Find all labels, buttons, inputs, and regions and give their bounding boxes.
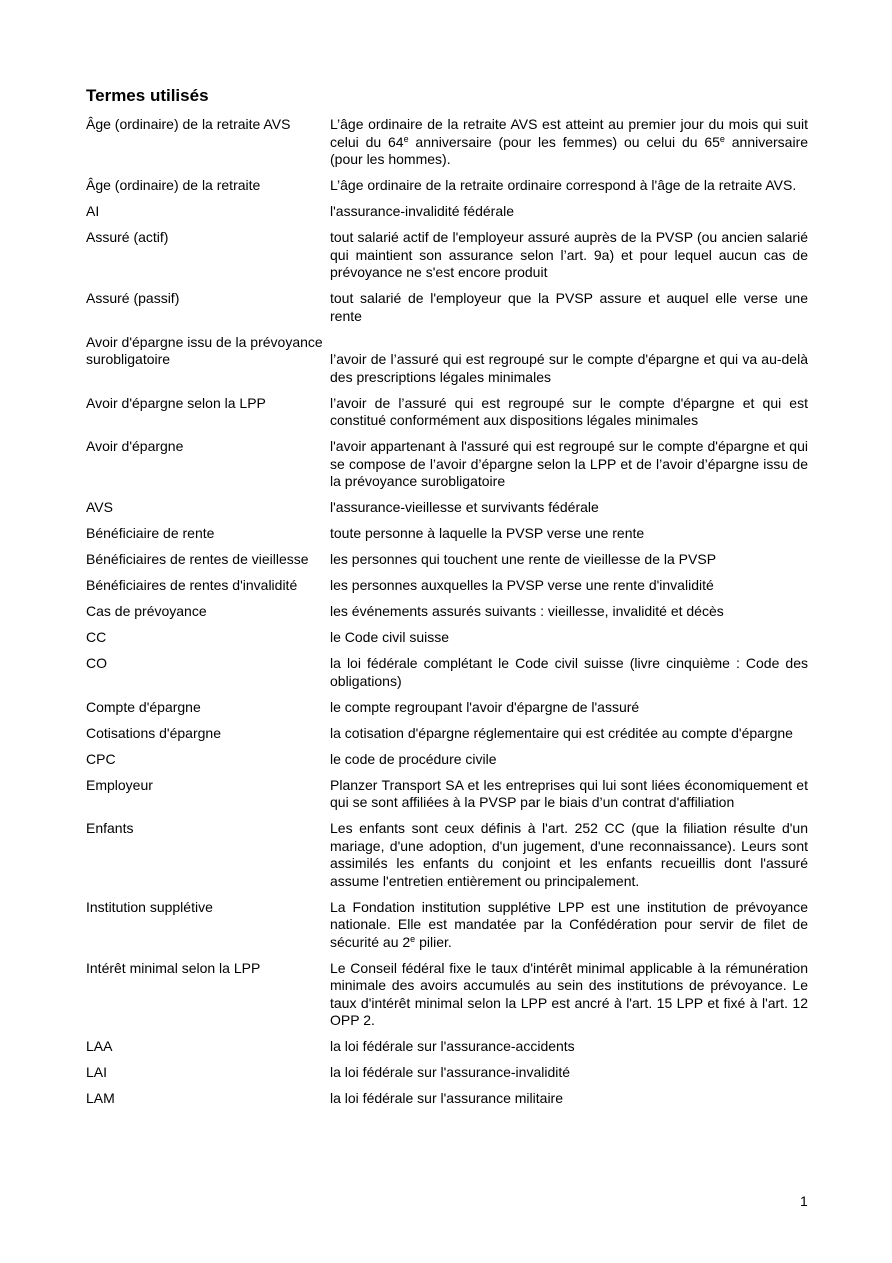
term-definition: l'assurance-invalidité fédérale	[330, 203, 514, 219]
term-label: Employeur	[86, 776, 153, 793]
term-label: CC	[86, 629, 107, 645]
term-definition: tout salarié actif de l'employeur assuré auprès de la PVSP (ou ancien salarié qui maintient son assurance selon l’art. 9a) et pour lequel aucun cas de prévoyance ne s'est encore produit	[330, 229, 808, 280]
term-definition: la loi fédérale sur l'assurance-accidents	[330, 1038, 575, 1054]
term-definition: la loi fédérale sur l'assurance-invalidité	[330, 1064, 571, 1080]
term-row	[86, 603, 808, 621]
term-label: Assuré (passif)	[86, 290, 180, 306]
term-definition: L’âge ordinaire de la retraite ordinaire correspond à l'âge de la retraite AVS.	[330, 177, 797, 193]
term-label: Cotisations d'épargne	[86, 724, 221, 741]
term-row	[86, 551, 808, 569]
term-row	[86, 116, 808, 169]
term-row	[86, 820, 808, 890]
page-number: 1	[800, 1193, 808, 1209]
term-definition: les personnes qui touchent une rente de vieillesse de la PVSP	[330, 551, 717, 567]
term-label: Intérêt minimal selon la LPP	[86, 959, 261, 976]
term-row	[86, 525, 808, 543]
term-row	[86, 1038, 808, 1056]
term-definition: le compte regroupant l'avoir d'épargne de l'assuré	[330, 698, 640, 715]
term-label: AVS	[86, 499, 113, 515]
term-row	[86, 395, 808, 430]
term-definition: La Fondation institution supplétive LPP est une institution de prévoyance nationale. Elle est mandatée par la Confédération pour servir de filet de sécurité au 2e pilier.	[330, 898, 808, 950]
term-row	[86, 203, 808, 221]
term-label: LAM	[86, 1090, 115, 1106]
term-definition: les personnes auxquelles la PVSP verse une rente d'invalidité	[330, 577, 714, 593]
term-label: Avoir d'épargne selon la LPP	[86, 394, 266, 411]
term-label: CPC	[86, 750, 116, 767]
term-label: LAA	[86, 1038, 113, 1054]
term-label: Bénéficiaire de rente	[86, 525, 215, 541]
term-label: Avoir d'épargne issu de la prévoyance surobligatoire	[86, 333, 323, 367]
term-row	[86, 655, 808, 690]
term-label: Compte d'épargne	[86, 698, 201, 715]
term-definition: Le Conseil fédéral fixe le taux d'intérêt minimal applicable à la rémunération minimale des avoirs accumulés au sein des institutions de prévoyance. Le taux d'intérêt minimal selon la LPP est ancré à l'art. 15 LPP et fixé à l'art. 12 OPP 2.	[330, 959, 808, 1028]
term-row	[86, 177, 808, 195]
term-definition: la cotisation d'épargne réglementaire qui est créditée au compte d'épargne	[330, 724, 793, 741]
term-definition: l'avoir appartenant à l'assuré qui est regroupé sur le compte d'épargne et qui se compose de l’avoir d’épargne selon la LPP et de l’avoir d’épargne issu de la prévoyance surobligatoire	[330, 438, 808, 489]
term-row	[86, 1090, 808, 1108]
term-definition: l'assurance-vieillesse et survivants fédérale	[330, 499, 599, 515]
page-title: Termes utilisés	[86, 86, 209, 105]
terms-list	[86, 116, 808, 1116]
term-label: Avoir d'épargne	[86, 438, 184, 454]
term-definition: Planzer Transport SA et les entreprises qui lui sont liées économiquement et qui se sont affiliées à la PVSP par le biais d’un contrat d'affiliation	[330, 776, 808, 810]
term-definition: Les enfants sont ceux définis à l'art. 252 CC (que la filiation résulte d'un mariage, d'une adoption, d'un jugement, d'une reconnaissance). Leurs sont assimilés les enfants du conjoint et les enfants recueillis dont l'assuré assume l'entretien entièrement ou principalement.	[330, 820, 808, 889]
term-label: AI	[86, 203, 100, 219]
term-definition: la loi fédérale complétant le Code civil suisse (livre cinquième : Code des obligations)	[330, 655, 808, 689]
term-row	[86, 899, 808, 952]
term-row	[86, 1064, 808, 1082]
term-definition: la loi fédérale sur l'assurance militaire	[330, 1090, 563, 1106]
term-row	[86, 751, 808, 769]
term-label: Cas de prévoyance	[86, 603, 207, 619]
term-row	[86, 499, 808, 517]
term-definition: l’avoir de l’assuré qui est regroupé sur le compte d'épargne et qui va au-delà des prescriptions légales minimales	[330, 351, 808, 385]
term-definition: les événements assurés suivants : vieillesse, invalidité et décès	[330, 603, 724, 619]
term-definition: toute personne à laquelle la PVSP verse une rente	[330, 525, 645, 541]
term-definition: tout salarié de l'employeur que la PVSP assure et auquel elle verse une rente	[330, 290, 808, 324]
term-row	[86, 334, 808, 387]
term-label: CO	[86, 655, 107, 671]
term-row	[86, 438, 808, 491]
term-definition: l’avoir de l’assuré qui est regroupé sur le compte d'épargne et qui est constitué conformément aux dispositions légales minimales	[330, 394, 808, 428]
term-row	[86, 290, 808, 325]
term-row	[86, 725, 808, 743]
term-definition: le Code civil suisse	[330, 629, 450, 645]
term-label: Âge (ordinaire) de la retraite AVS	[86, 116, 291, 132]
term-row	[86, 577, 808, 595]
term-label: Bénéficiaires de rentes de vieillesse	[86, 551, 309, 567]
term-label: Bénéficiaires de rentes d'invalidité	[86, 577, 298, 593]
term-row	[86, 229, 808, 282]
term-label: LAI	[86, 1064, 108, 1080]
term-row	[86, 699, 808, 717]
term-row	[86, 777, 808, 812]
term-label: Enfants	[86, 820, 134, 836]
term-label: Âge (ordinaire) de la retraite	[86, 177, 261, 193]
term-label: Assuré (actif)	[86, 229, 169, 245]
term-row	[86, 629, 808, 647]
term-label: Institution supplétive	[86, 898, 213, 915]
term-definition: L’âge ordinaire de la retraite AVS est atteint au premier jour du mois qui suit celui du 64e anniversaire (pour les femmes) ou celui du 65e anniversaire (pour les hommes).	[330, 116, 809, 167]
term-definition: le code de procédure civile	[330, 750, 497, 767]
term-row	[86, 960, 808, 1030]
